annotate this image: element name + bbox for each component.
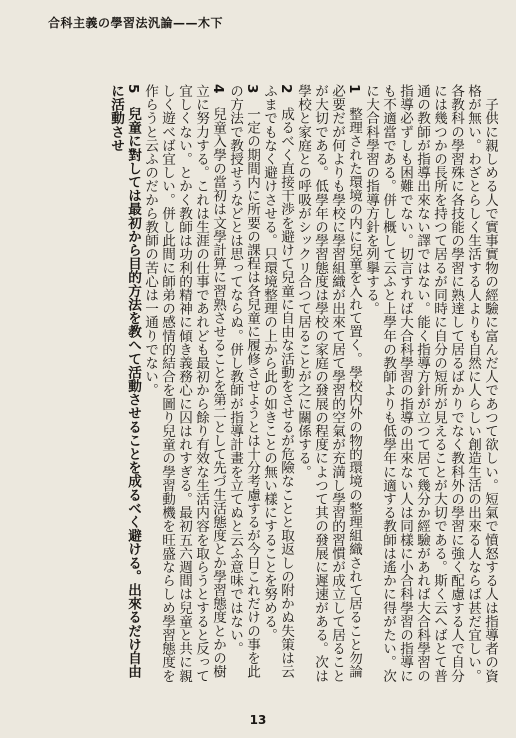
paragraph-number: 4	[210, 84, 226, 94]
paragraph-text: 兒童に對しては最初から目的方法を教へて活動させることを成るべく避ける。出來るだけ自由に活動させ	[108, 84, 141, 679]
numbered-paragraph-5	[107, 84, 141, 690]
numbered-paragraph-3	[226, 84, 260, 690]
vertical-text-body	[30, 84, 498, 690]
paragraph-text: 一定の期間内に所要の課程は各兒童に履修させようとは十分考慮するが今日これだけの事を此の方法で教授せうなどとは思ってならぬ。併し教師が指導計畫を立てぬと云ふ意味ではない。	[227, 84, 260, 679]
paragraph-number: 5	[125, 84, 141, 94]
paragraph-number: 2	[278, 84, 294, 94]
numbered-paragraph-2	[260, 84, 294, 690]
paragraph-text: 整理された環境の内に兒童を入れて置く。學校内外の物的環境の整理組織されて居ること勿論必要だが何よりも學校に學習組織が出來て居て學習的空氣が充満し學習的習慣が成立して居ることが大切である。低學年の學習態度は學校の家庭の發展の程度によつて其の發展に遲速がある。次は學校と家庭との呼吸がシックリ合つて居ることが之に關係する。	[295, 84, 362, 683]
intro-paragraph	[362, 84, 498, 690]
paragraph-text: 成るべく直接干渉を避けて兒童に自由な活動をさせるが危險なことと取返しの附かぬ失策は云ふまでもなく避けさせる。只環境整理の上から此の如きことの無い樣にすることを努める。	[261, 84, 294, 679]
paragraph-number: 1	[346, 84, 362, 94]
paragraph-text: 子供に親しめる人で實事實物の經驗に富んだ人であつて欲しい。短氣で憤怒する人は指導者の資格が無い。わざとらしく生活する人よりも自然に人らしい創造生活の出來る人ならば甚だ宜しい。各教科の學習殊に各技能の學習に熟達して居るばかりでなく教科外の學習に強く配慮する人で自分には幾つかの長所を持つて居るが同時に自分の短所が見えることが大切である。斯く云へばとて普通の教師が指導出來ない譯ではない。能く指導方針が立つて居て幾分か經驗があれば大合科學習の指導必ずしも困難でない。切言すれば大合科學習の指導の出來ない人は同樣に小合科學習の指導にも不適當である。併し概して云ふと上學年の教師よりも低學年に適する教師は遙かに得がたい。次に大合科學習の指導方針を列擧する。	[363, 84, 498, 683]
paragraph-text: 兒童入學の當初は文學計算に習熟させることを第二として先づ生活態度とか學習態度とかの樹立に努力する。これは生涯の仕事であれども最初から餘り有效な生活内容を取らうとすると反って宜しくない。とかく教師は功利的精神に傾き義務心に囚はれすぎる。最初五六週間は兒童と共に親しく遊べば宜しい。併し此間に師弟の感情的結合を圖り兒童の學習動機を旺盛ならしめ學習態度を作らうと云ふのだから教師の苦心は一通りでない。	[142, 84, 226, 683]
numbered-paragraph-1	[294, 84, 362, 690]
running-header: 合科主義の學習法汎論——木下	[48, 16, 224, 30]
paragraph-number: 3	[244, 84, 260, 94]
numbered-paragraph-4	[141, 84, 226, 690]
page-number: 13	[249, 713, 267, 727]
